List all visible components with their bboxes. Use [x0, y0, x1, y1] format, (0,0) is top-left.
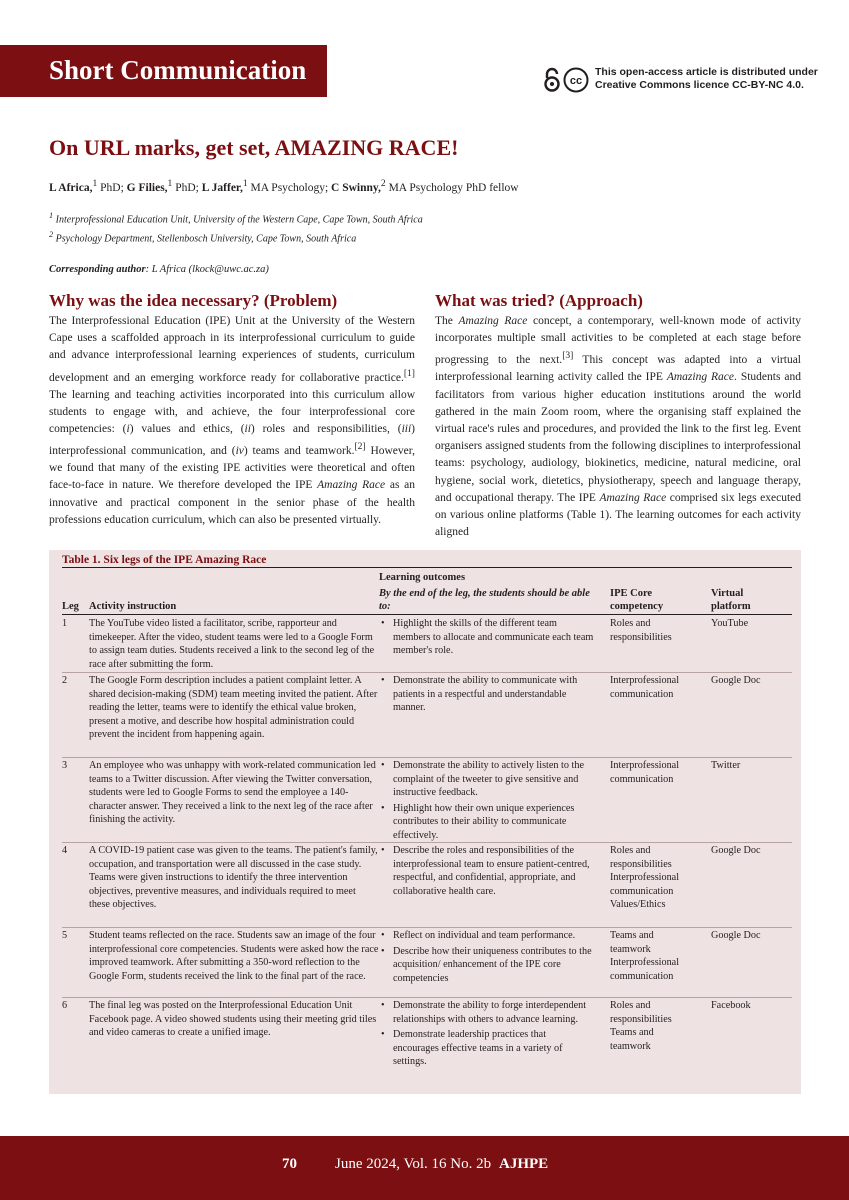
cell-activity: The Google Form description includes a patient complaint letter. A shared decision-making (SDM) team meeting invited the patient. After reading the letter, teams were to identify the ethical value broken, present a motive, and describe how hospital administration could prevent the incident from happening again. [89, 675, 378, 741]
affiliation-sup: 1 [49, 211, 54, 220]
problem-section [49, 291, 415, 529]
author-name: C Swinny, [331, 181, 381, 194]
author-list [49, 178, 519, 194]
author-degree: MA Psychology; [247, 181, 332, 194]
outcome-item: • Demonstrate the ability to forge interdependent relationships with others to advance learning. [379, 999, 594, 1026]
corresponding-label: Corresponding author [49, 264, 146, 275]
article-title: On URL marks, get set, AMAZING RACE! [49, 135, 459, 160]
affiliation-text: Psychology Department, Stellenbosch University, Cape Town, South Africa [55, 233, 357, 245]
cell-competency: Interprofessional communication [610, 675, 680, 700]
cell-platform: YouTube [711, 618, 749, 629]
journal-name: AJHPE [499, 1156, 549, 1172]
cell-competency: Roles and responsibilities [610, 618, 672, 643]
outcome-item: • Highlight how their own unique experiences contributes to their ability to communicate effectively. [379, 802, 594, 843]
cell-competency: Roles and responsibilities Interprofessional communication Values/Ethics [610, 845, 680, 911]
cell-activity: An employee who was unhappy with work-related communication led teams to a Twitter discussion. After viewing the Twitter conversation, students were led to Google Forms to send the employee a 140-character answer. They received a link to the next leg of the race after finishing the activity. [89, 760, 376, 826]
cell-platform: Twitter [711, 760, 741, 771]
outcome-item: • Reflect on individual and team performance. [379, 929, 594, 943]
cell-leg: 6 [62, 1000, 68, 1011]
cell-leg: 4 [62, 845, 68, 856]
table-caption: Table 1. Six legs of the IPE Amazing Race [62, 554, 267, 566]
table-1 [49, 550, 801, 1094]
cell-activity: The YouTube video listed a facilitator, scribe, rapporteur and timekeeper. After the video, student teams were led to a Google Form to assign team duties. Students received a link to the second leg of the race after submitting the form. [89, 618, 375, 670]
outcome-item: • Demonstrate leadership practices that encourages effective teams in a variety of settings. [379, 1028, 594, 1069]
cell-outcomes [379, 844, 594, 900]
issue-info: June 2024, Vol. 16 No. 2b [335, 1156, 492, 1172]
approach-section [435, 291, 801, 541]
cell-platform: Google Doc [711, 845, 761, 856]
cell-outcomes [379, 674, 594, 717]
cell-activity: A COVID-19 patient case was given to the teams. The patient's family, occupation, and transportation were all discussed in the case study. Teams were given instructions to identify the three intervention objectives, preventive measures, and individuals required to meet these objectives. [89, 845, 378, 911]
citation: [3] [562, 350, 574, 362]
author-name: G Filies, [126, 181, 168, 194]
outcome-item: • Describe the roles and responsibilities of the interprofessional team to ensure patient-centred, respectful, and confidential, appropriate, and collaborative health care. [379, 844, 594, 898]
cell-platform: Google Doc [711, 930, 761, 941]
problem-heading: Why was the idea necessary? (Problem) [49, 291, 338, 310]
page-number: 70 [282, 1156, 297, 1172]
author-sup: 1 [92, 178, 98, 189]
header-competency: IPE Core competency [610, 588, 664, 612]
row-divider [62, 927, 792, 928]
table-top-rule [62, 567, 792, 568]
cell-competency: Teams and teamwork Interprofessional communication [610, 930, 680, 982]
author-sup: 1 [167, 178, 173, 189]
cell-outcomes [379, 999, 594, 1071]
cell-outcomes [379, 759, 594, 845]
section-banner [0, 45, 327, 97]
citation: [1] [403, 367, 415, 379]
table-header-rule [62, 614, 792, 615]
approach-paragraph: The Amazing Race concept, a contemporary, well-known mode of activity incorporates multiple small activities to be completed at each stage before progressing to the next.[3] This concept was adapted into a virtual interprofessional learning activity called the IPE Amazing Race. Students and facilitators from various higher education institutions around the world gathered in the main Zoom room, where the organising staff explained the virtual race's rules and procedures, and provided the link to the first leg. Event organisers assigned students from the following disciplines to interprofessional teams: psychology, audiology, biokinetics, medicine, natural medicine, oral hygiene, social work, dietetics, physiotherapy, speech and language therapy, and occupational therapy. The IPE Amazing Race comprised six legs executed on various online platforms (Table 1). The learning outcomes for each activity aligned [435, 315, 802, 539]
cell-activity: Student teams reflected on the race. Students saw an image of the four interprofessional core competencies. Students were asked how the race improved teamwork. After submitting a 350-word reflection to the Google Form, students received the link to the final part of the race. [89, 930, 379, 982]
header-outcomes-sub: By the end of the leg, the students should be able to: [379, 588, 590, 612]
outcome-item: • Demonstrate the ability to communicate with patients in a respectful and understandable manner. [379, 674, 594, 715]
header-activity: Activity instruction [89, 601, 177, 612]
row-divider [62, 757, 792, 758]
author-degree: PhD; [172, 181, 202, 194]
licence-line-2: Creative Commons licence CC-BY-NC 4.0. [595, 79, 804, 91]
row-divider [62, 997, 792, 998]
affiliation-2 [49, 230, 356, 244]
approach-heading: What was tried? (Approach) [435, 291, 643, 310]
corresponding-author [49, 264, 269, 275]
author-degree: PhD; [97, 181, 127, 194]
author-sup: 1 [242, 178, 248, 189]
cell-platform: Facebook [711, 1000, 751, 1011]
corresponding-text: : L Africa (lkock@uwc.ac.za) [145, 264, 269, 275]
header-platform: Virtual platform [711, 588, 751, 612]
citation: [2] [354, 441, 366, 453]
cell-leg: 1 [62, 618, 68, 629]
author-degree: MA Psychology PhD fellow [385, 181, 519, 194]
row-divider [62, 672, 792, 673]
licence-text [595, 66, 835, 92]
author-sup: 2 [380, 178, 386, 189]
outcome-item: • Highlight the skills of the different team members to allocate and communicate each team member's role. [379, 617, 594, 658]
affiliation-sup: 2 [49, 230, 54, 239]
cell-platform: Google Doc [711, 675, 761, 686]
cell-outcomes [379, 929, 594, 987]
affiliation-1 [49, 211, 423, 225]
open-access-icon [543, 67, 561, 93]
creative-commons-icon [563, 67, 589, 93]
author-name: L Jaffer, [201, 181, 243, 194]
cell-leg: 2 [62, 675, 68, 686]
cc-glyph: cc [569, 75, 583, 88]
licence-block [543, 66, 833, 96]
cell-outcomes [379, 617, 594, 660]
affiliation-text: Interprofessional Education Unit, University of the Western Cape, Cape Town, South Africa [55, 214, 423, 226]
cell-leg: 3 [62, 760, 68, 771]
licence-line-1: This open-access article is distributed under [595, 66, 818, 78]
cell-activity: The final leg was posted on the Interprofessional Education Unit Facebook page. A video showed students using their meeting grid tiles and video cameras to create a unified image. [89, 1000, 377, 1039]
cell-leg: 5 [62, 930, 68, 941]
page-footer [0, 1136, 849, 1200]
cell-competency: Interprofessional communication [610, 760, 680, 785]
problem-paragraph: The Interprofessional Education (IPE) Unit at the University of the Western Cape uses a scaffolded approach in its interprofessional curriculum to guide and advance interprofessional learning experiences of students, curriculum development and an emerging workforce ready for collaborative practice.[1] The learning and teaching activities incorporated into this curriculum allow students to engage with, and achieve, the four interprofessional core competencies: (i) values and ethics, (ii) roles and responsibilities, (iii) interprofessional communication, and (iv) teams and teamwork.[2] However, we found that many of the existing IPE activities were theoretical and often face-to-face in nature. We therefore developed the IPE Amazing Race as an innovative and practical component in the senior phase of the health professions education curriculum, which can also be presented virtually. [49, 315, 416, 526]
author-name: L Africa, [49, 181, 93, 194]
outcome-item: • Describe how their uniqueness contributes to the acquisition/ enhancement of the IPE core competencies [379, 945, 594, 986]
outcome-item: • Demonstrate the ability to actively listen to the complaint of the tweeter to give sensitive and instructive feedback. [379, 759, 594, 800]
header-outcomes: Learning outcomes [379, 572, 466, 583]
row-divider [62, 842, 792, 843]
section-label: Short Communication [49, 55, 307, 85]
header-leg: Leg [62, 601, 79, 612]
cell-competency: Roles and responsibilities Teams and teamwork [610, 1000, 672, 1052]
